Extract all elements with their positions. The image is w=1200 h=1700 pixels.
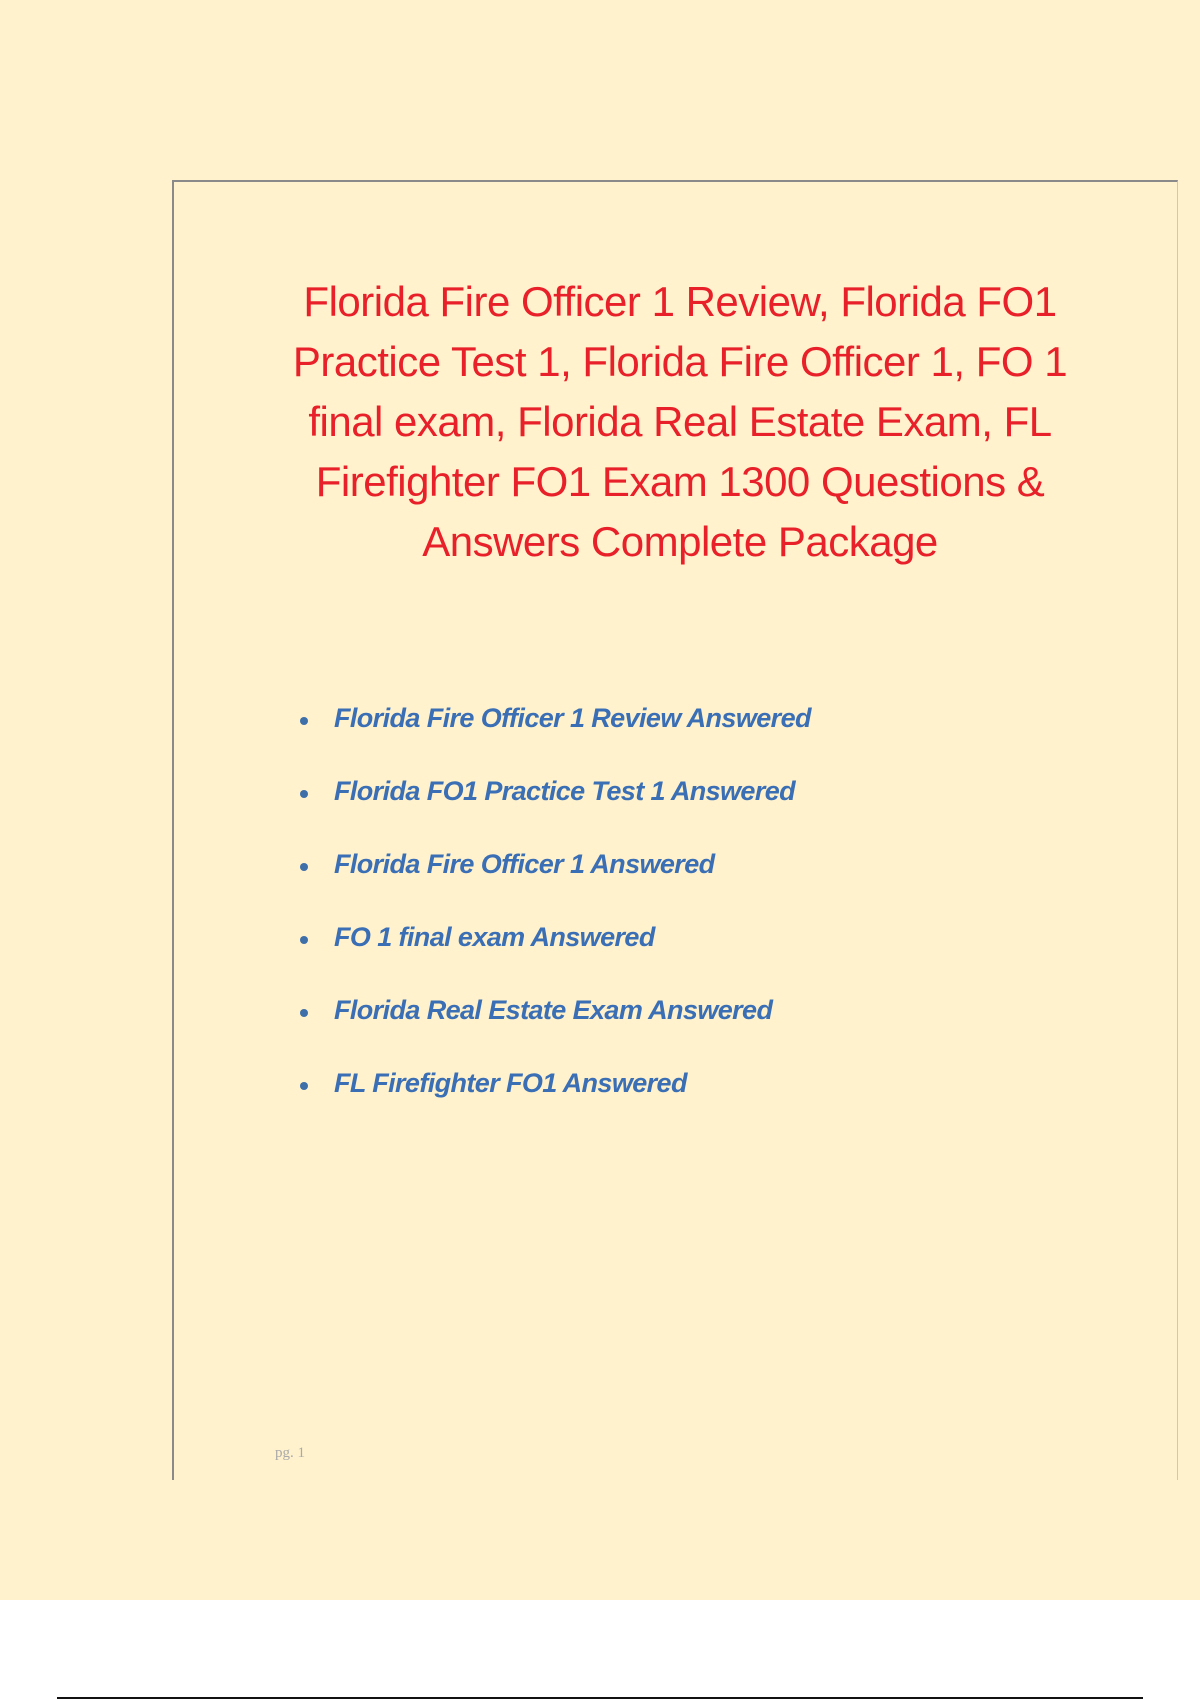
list-item-text: Florida FO1 Practice Test 1 Answered	[334, 776, 796, 806]
list-item	[300, 700, 811, 773]
bullet-icon	[300, 717, 308, 725]
bullet-icon	[300, 936, 308, 944]
list-item-text: FO 1 final exam Answered	[334, 922, 655, 952]
bullet-icon	[300, 790, 308, 798]
list-item	[300, 919, 811, 992]
list-item	[300, 773, 811, 846]
page-number: pg. 1	[275, 1445, 305, 1461]
bullet-icon	[300, 863, 308, 871]
footer-divider	[57, 1697, 1143, 1699]
list-item-text: Florida Fire Officer 1 Answered	[334, 849, 715, 879]
list-item	[300, 992, 811, 1065]
bullet-icon	[300, 1082, 308, 1090]
contents-list	[300, 700, 811, 1138]
document-title: Florida Fire Officer 1 Review, Florida FO1 Practice Test 1, Florida Fire Officer 1, FO 1 final exam, Florida Real Estate Exam, FL Firefighter FO1 Exam 1300 Questions & Answers Complete Package	[292, 278, 1068, 565]
list-item	[300, 1065, 811, 1138]
list-item-text: Florida Fire Officer 1 Review Answered	[334, 703, 811, 733]
list-item-text: Florida Real Estate Exam Answered	[334, 995, 773, 1025]
bullet-icon	[300, 1009, 308, 1017]
list-item-text: FL Firefighter FO1 Answered	[334, 1068, 687, 1098]
list-item	[300, 846, 811, 919]
